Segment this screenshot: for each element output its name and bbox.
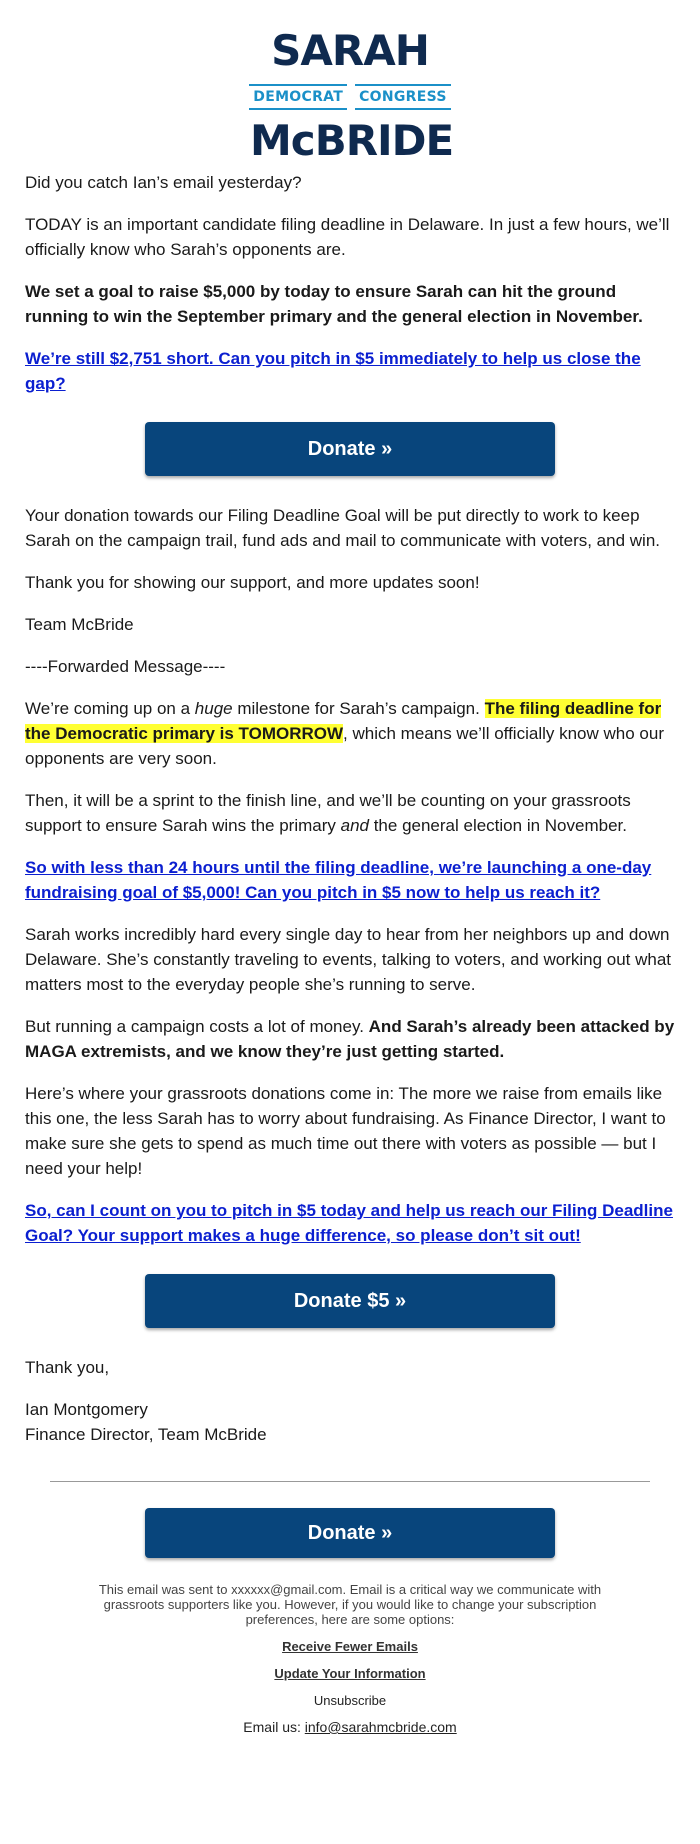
paragraph-donation-use: Your donation towards our Filing Deadline Goal will be put directly to work to keep Sarah on the campaign trail, fund ads and mail to communicate with voters, and win. [25,506,661,550]
paragraph-goal: We set a goal to raise $5,000 by today to ensure Sarah can hit the ground running to win the September primary and the general election in November. [25,282,643,326]
footer-divider [50,1481,650,1482]
campaign-logo [25,0,675,170]
signoff-thanks: Thank you, [25,1358,110,1377]
unsubscribe-link[interactable]: Unsubscribe [313,1693,387,1708]
paragraph-sprint: Then, it will be a sprint to the finish line, and we’ll be counting on your grassroots support to ensure Sarah wins the primary and the general election in November. [25,791,631,835]
logo-congress: CONGRESS [355,84,451,110]
donate-link-count-on-you[interactable]: So, can I count on you to pitch in $5 today and help us reach our Filing Deadline Goal? Your support makes a huge difference, so please don’t sit out! [25,1201,673,1245]
signoff-team: Team McBride [25,615,134,634]
signature-name: Ian Montgomery [25,1400,148,1419]
paragraph-costs: But running a campaign costs a lot of money. And Sarah’s already been attacked by MAGA extremists, and we know they’re just getting started. [25,1017,675,1061]
paragraph-deadline: TODAY is an important candidate filing deadline in Delaware. In just a few hours, we’ll officially know who Sarah’s opponents are. [25,215,670,259]
donate-link-short[interactable]: We’re still $2,751 short. Can you pitch in $5 immediately to help us close the gap? [25,349,641,393]
highlight-deadline: The filing deadline for the Democratic primary is TOMORROW [25,699,662,743]
paragraph-intro: Did you catch Ian’s email yesterday? [25,173,302,192]
paragraph-grassroots: Here’s where your grassroots donations come in: The more we raise from emails like this one, the less Sarah has to worry about fundraising. As Finance Director, I want to make sure she gets to spend as much time out there with voters as possible — but I need your help! [25,1084,666,1178]
logo-first-name: SARAH [271,26,429,75]
donate-button[interactable]: Donate » [145,422,555,476]
paragraph-thanks: Thank you for showing our support, and more updates soon! [25,573,480,592]
donate-footer-button[interactable]: Donate » [145,1508,555,1558]
logo-democrat: DEMOCRAT [249,84,347,110]
donate-link-goal[interactable]: So with less than 24 hours until the filing deadline, we’re launching a one-day fundraising goal of $5,000! Can you pitch in $5 now to help us reach it? [25,858,652,902]
forwarded-header: ----Forwarded Message---- [25,657,226,676]
receive-fewer-emails-link[interactable]: Receive Fewer Emails [282,1639,418,1654]
signature-title: Finance Director, Team McBride [25,1425,267,1444]
signature [25,1397,675,1447]
paragraph-milestone: We’re coming up on a huge milestone for Sarah’s campaign. The filing deadline for the Democratic primary is TOMORROW, which means we’ll officially know who our opponents are very soon. [25,699,664,768]
donate-5-button[interactable]: Donate $5 » [145,1274,555,1328]
contact-email-link[interactable]: info@sarahmcbride.com [304,1719,457,1735]
logo-last-name: McBRIDE [250,116,454,165]
paragraph-sarah-works: Sarah works incredibly hard every single day to hear from her neighbors up and down Delaware. She’s constantly traveling to events, talking to voters, and working out what matters most to the everyday people she’s running to serve. [25,925,672,994]
email-footer [25,1582,675,1735]
update-information-link[interactable]: Update Your Information [274,1666,426,1681]
contact-email: Email us: info@sarahmcbride.com [243,1719,457,1735]
footer-notice: This email was sent to xxxxxx@gmail.com. Email is a critical way we communicate with grassroots supporters like you. However, if you would like to change your subscription preferences, here are some options: [98,1582,602,1627]
